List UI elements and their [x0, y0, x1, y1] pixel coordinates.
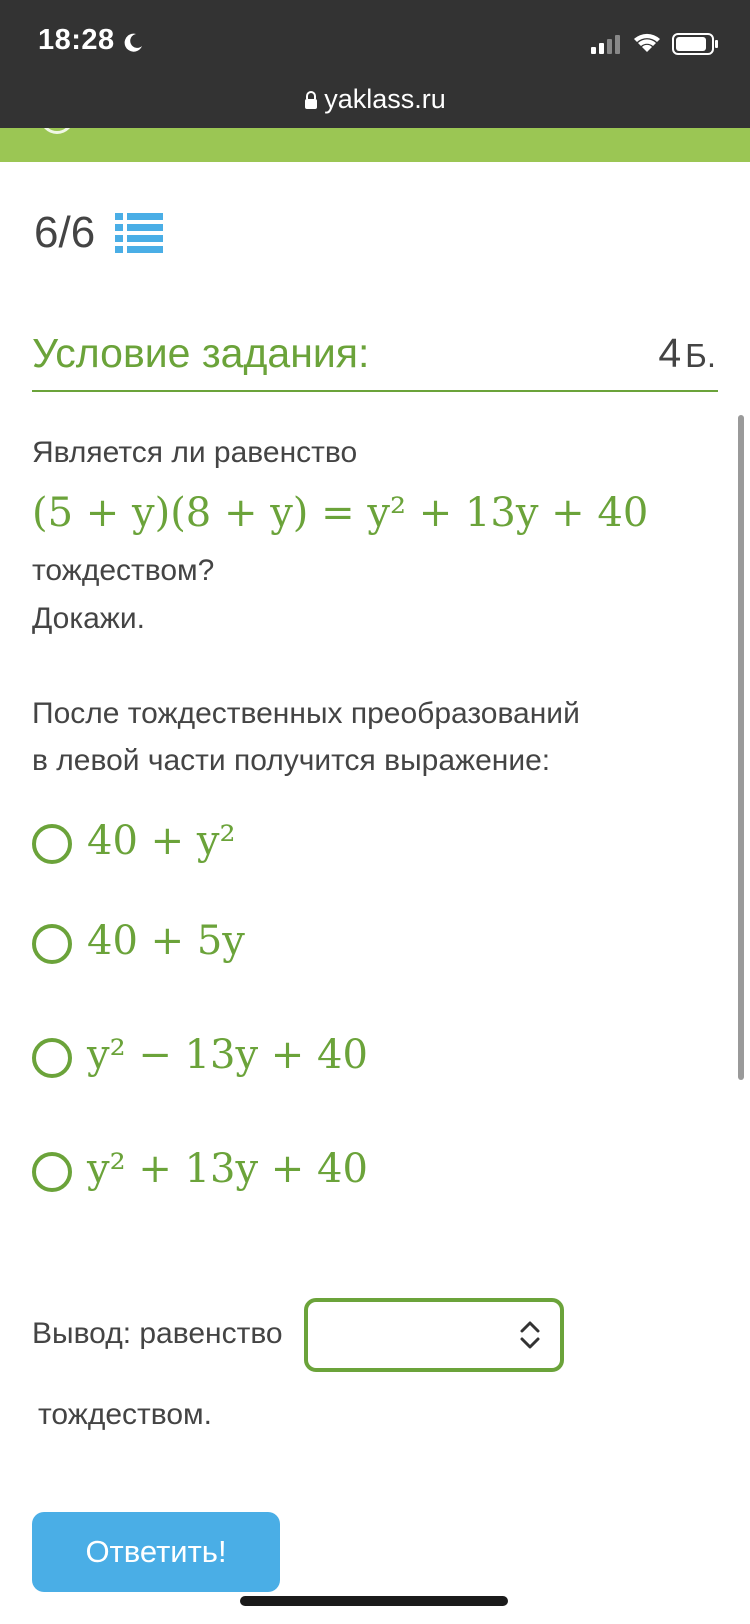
equation-rhs: y² + 13y + 40 — [367, 490, 649, 536]
radio-button[interactable] — [32, 824, 72, 864]
avatar[interactable] — [40, 128, 74, 134]
option-2[interactable] — [32, 918, 432, 968]
moon-icon — [122, 32, 144, 54]
chevron-up-down-icon — [518, 1320, 542, 1350]
home-indicator — [240, 1596, 508, 1606]
option-1[interactable] — [32, 818, 432, 868]
url-bar[interactable] — [0, 84, 750, 115]
radio-button[interactable] — [32, 924, 72, 964]
wifi-icon — [632, 30, 662, 54]
signal-icon — [591, 34, 623, 54]
points-unit: Б. — [685, 337, 716, 374]
submit-button[interactable]: Ответить! — [32, 1512, 280, 1592]
radio-button[interactable] — [32, 1152, 72, 1192]
scrollbar[interactable] — [738, 415, 744, 1080]
task-after-line-2: в левой части получится выражение: — [32, 744, 551, 777]
option-label: 40 + 5y — [87, 918, 245, 964]
task-progress: 6/6 — [34, 208, 96, 257]
title-divider — [32, 390, 718, 392]
task-prove: Докажи. — [32, 602, 145, 635]
conclusion-select[interactable] — [304, 1298, 564, 1372]
task-question-tail: тождеством? — [32, 554, 215, 587]
url-text: yaklass.ru — [324, 84, 446, 114]
task-after-line-1: После тождественных преобразований — [32, 697, 580, 730]
task-list-icon[interactable] — [115, 213, 163, 255]
option-label: y² + 13y + 40 — [87, 1146, 368, 1192]
conclusion-suffix: тождеством. — [38, 1398, 212, 1431]
battery-icon — [672, 32, 720, 56]
task-equation — [32, 490, 648, 536]
option-3[interactable] — [32, 1032, 432, 1082]
points-value: 4 — [658, 330, 682, 376]
site-header-band — [0, 128, 750, 162]
condition-title: Условие задания: — [32, 330, 370, 376]
task-points — [658, 330, 716, 377]
option-4[interactable] — [32, 1146, 432, 1196]
lock-icon — [304, 91, 318, 109]
task-intro: Является ли равенство — [32, 436, 358, 469]
option-label: y² − 13y + 40 — [87, 1032, 368, 1078]
option-label: 40 + y² — [87, 818, 236, 864]
conclusion-prefix: Вывод: равенство — [32, 1317, 283, 1350]
equation-lhs: (5 + y)(8 + y) = — [32, 490, 355, 536]
browser-top-bar — [0, 0, 750, 128]
radio-button[interactable] — [32, 1038, 72, 1078]
status-time: 18:28 — [38, 24, 115, 56]
